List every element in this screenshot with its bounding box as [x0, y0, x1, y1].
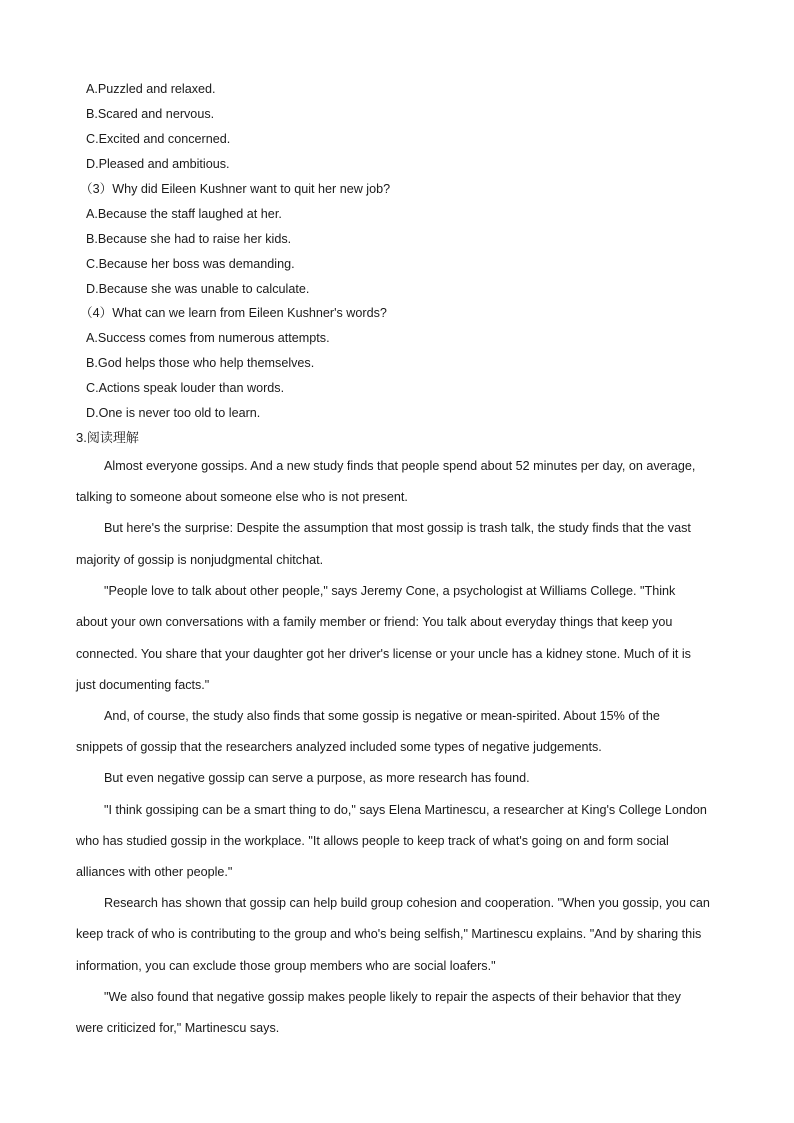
section-heading: 3.阅读理解: [76, 430, 139, 445]
q2-option-d: D.Pleased and ambitious.: [86, 157, 230, 171]
passage-line: information, you can exclude those group members who are social loafers.": [76, 959, 496, 973]
q3-option-a: A.Because the staff laughed at her.: [86, 207, 282, 221]
passage-line: But even negative gossip can serve a purpose, as more research has found.: [104, 771, 530, 785]
passage-line: snippets of gossip that the researchers analyzed included some types of negative judgements.: [76, 740, 602, 754]
passage-line: alliances with other people.": [76, 865, 233, 879]
passage-line: And, of course, the study also finds that some gossip is negative or mean-spirited. About 15% of the: [104, 709, 660, 723]
q2-option-b: B.Scared and nervous.: [86, 107, 215, 121]
q3-option-c: C.Because her boss was demanding.: [86, 257, 295, 271]
q4-option-b: B.God helps those who help themselves.: [86, 356, 315, 370]
passage-line: keep track of who is contributing to the group and who's being selfish," Martinescu explains. "And by sharing this: [76, 927, 702, 941]
passage-line: "I think gossiping can be a smart thing to do," says Elena Martinescu, a researcher at King's College London: [104, 803, 707, 817]
passage-line: about your own conversations with a family member or friend: You talk about everyday things that keep you: [76, 615, 673, 629]
passage-line: "We also found that negative gossip makes people likely to repair the aspects of their behavior that they: [104, 990, 681, 1004]
passage-line: connected. You share that your daughter got her driver's license or your uncle has a kidney stone. Much of it is: [76, 647, 691, 661]
q3-question: （3）Why did Eileen Kushner want to quit her new job?: [80, 182, 391, 196]
passage-line: who has studied gossip in the workplace. "It allows people to keep track of what's going on and form social: [76, 834, 669, 848]
passage-line: were criticized for," Martinescu says.: [76, 1021, 280, 1035]
passage-line: talking to someone about someone else who is not present.: [76, 490, 408, 504]
passage-line: majority of gossip is nonjudgmental chitchat.: [76, 553, 324, 567]
q2-option-a: A.Puzzled and relaxed.: [86, 82, 216, 96]
passage-line: Almost everyone gossips. And a new study finds that people spend about 52 minutes per day, on average,: [104, 459, 696, 473]
q4-question: （4）What can we learn from Eileen Kushner's words?: [80, 306, 387, 320]
q4-option-a: A.Success comes from numerous attempts.: [86, 331, 330, 345]
q3-option-d: D.Because she was unable to calculate.: [86, 282, 310, 296]
passage-line: "People love to talk about other people," says Jeremy Cone, a psychologist at Williams College. "Think: [104, 584, 676, 598]
passage-line: just documenting facts.": [76, 678, 210, 692]
passage-line: Research has shown that gossip can help build group cohesion and cooperation. "When you gossip, you can: [104, 896, 710, 910]
q4-option-c: C.Actions speak louder than words.: [86, 381, 285, 395]
passage-line: But here's the surprise: Despite the assumption that most gossip is trash talk, the study finds that the vast: [104, 521, 691, 535]
q4-option-d: D.One is never too old to learn.: [86, 406, 261, 420]
q2-option-c: C.Excited and concerned.: [86, 132, 231, 146]
q3-option-b: B.Because she had to raise her kids.: [86, 232, 292, 246]
